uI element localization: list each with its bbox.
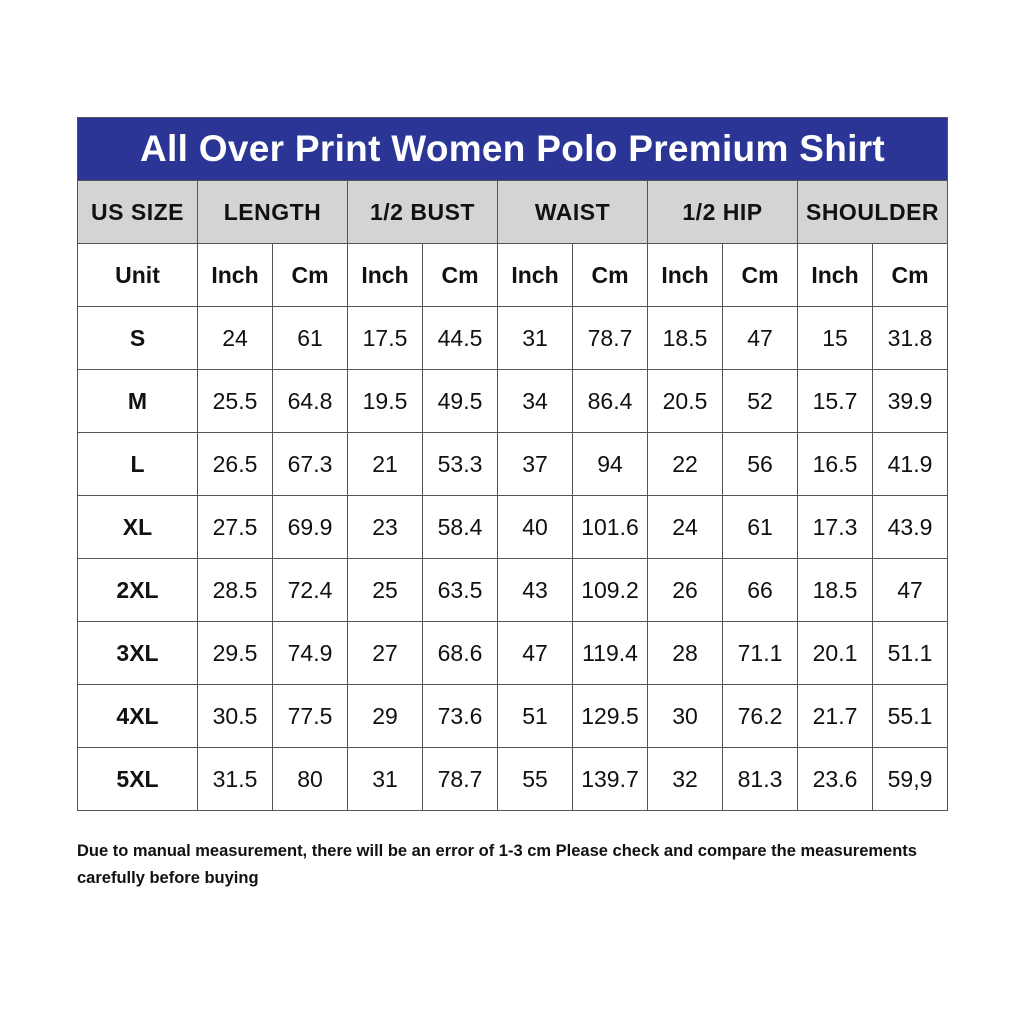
measurement-cell: 66: [723, 559, 798, 622]
measurement-cell: 29: [348, 685, 423, 748]
unit-cm: Cm: [423, 244, 498, 307]
measurement-cell: 15.7: [798, 370, 873, 433]
measurement-cell: 26: [648, 559, 723, 622]
measurement-header-row: [78, 181, 948, 244]
measurement-cell: 19.5: [348, 370, 423, 433]
measurement-cell: 64.8: [273, 370, 348, 433]
measurement-cell: 72.4: [273, 559, 348, 622]
us-size-header: US SIZE: [78, 181, 198, 244]
measurement-cell: 40: [498, 496, 573, 559]
measurement-cell: 109.2: [573, 559, 648, 622]
measurement-cell: 16.5: [798, 433, 873, 496]
measurement-cell: 27.5: [198, 496, 273, 559]
shoulder-header: SHOULDER: [798, 181, 948, 244]
measurement-cell: 24: [198, 307, 273, 370]
size-cell: 4XL: [78, 685, 198, 748]
unit-inch: Inch: [648, 244, 723, 307]
size-cell: 3XL: [78, 622, 198, 685]
measurement-cell: 63.5: [423, 559, 498, 622]
unit-inch: Inch: [198, 244, 273, 307]
measurement-cell: 15: [798, 307, 873, 370]
measurement-cell: 61: [273, 307, 348, 370]
measurement-cell: 22: [648, 433, 723, 496]
measurement-cell: 139.7: [573, 748, 648, 811]
measurement-cell: 30: [648, 685, 723, 748]
measurement-cell: 52: [723, 370, 798, 433]
measurement-cell: 18.5: [648, 307, 723, 370]
measurement-cell: 55: [498, 748, 573, 811]
hip-header: 1/2 HIP: [648, 181, 798, 244]
unit-label: Unit: [78, 244, 198, 307]
measurement-cell: 24: [648, 496, 723, 559]
table-row: [78, 622, 948, 685]
measurement-cell: 23: [348, 496, 423, 559]
measurement-cell: 43: [498, 559, 573, 622]
measurement-cell: 43.9: [873, 496, 948, 559]
size-chart-table: [77, 117, 948, 811]
measurement-cell: 47: [498, 622, 573, 685]
unit-header-row: [78, 244, 948, 307]
size-cell: M: [78, 370, 198, 433]
measurement-cell: 31.8: [873, 307, 948, 370]
measurement-cell: 73.6: [423, 685, 498, 748]
measurement-cell: 28.5: [198, 559, 273, 622]
table-row: [78, 370, 948, 433]
measurement-cell: 29.5: [198, 622, 273, 685]
unit-cm: Cm: [873, 244, 948, 307]
measurement-cell: 68.6: [423, 622, 498, 685]
size-cell: 2XL: [78, 559, 198, 622]
measurement-cell: 101.6: [573, 496, 648, 559]
measurement-cell: 21: [348, 433, 423, 496]
unit-cm: Cm: [273, 244, 348, 307]
measurement-cell: 67.3: [273, 433, 348, 496]
measurement-cell: 20.1: [798, 622, 873, 685]
measurement-cell: 31.5: [198, 748, 273, 811]
measurement-cell: 76.2: [723, 685, 798, 748]
size-cell: 5XL: [78, 748, 198, 811]
measurement-cell: 21.7: [798, 685, 873, 748]
bust-header: 1/2 BUST: [348, 181, 498, 244]
measurement-cell: 69.9: [273, 496, 348, 559]
measurement-cell: 41.9: [873, 433, 948, 496]
measurement-cell: 28: [648, 622, 723, 685]
size-cell: L: [78, 433, 198, 496]
measurement-cell: 71.1: [723, 622, 798, 685]
measurement-cell: 77.5: [273, 685, 348, 748]
table-row: [78, 496, 948, 559]
measurement-cell: 47: [873, 559, 948, 622]
measurement-cell: 18.5: [798, 559, 873, 622]
measurement-cell: 51.1: [873, 622, 948, 685]
size-rows: [78, 307, 948, 811]
measurement-cell: 51: [498, 685, 573, 748]
table-row: [78, 559, 948, 622]
measurement-cell: 55.1: [873, 685, 948, 748]
unit-inch: Inch: [498, 244, 573, 307]
unit-inch: Inch: [798, 244, 873, 307]
measurement-cell: 44.5: [423, 307, 498, 370]
measurement-cell: 53.3: [423, 433, 498, 496]
measurement-cell: 59,9: [873, 748, 948, 811]
chart-title: All Over Print Women Polo Premium Shirt: [78, 118, 948, 181]
waist-header: WAIST: [498, 181, 648, 244]
measurement-cell: 61: [723, 496, 798, 559]
measurement-cell: 20.5: [648, 370, 723, 433]
unit-cm: Cm: [723, 244, 798, 307]
measurement-cell: 23.6: [798, 748, 873, 811]
unit-inch: Inch: [348, 244, 423, 307]
measurement-cell: 37: [498, 433, 573, 496]
unit-cm: Cm: [573, 244, 648, 307]
length-header: LENGTH: [198, 181, 348, 244]
measurement-cell: 78.7: [423, 748, 498, 811]
measurement-cell: 31: [348, 748, 423, 811]
measurement-cell: 17.3: [798, 496, 873, 559]
measurement-cell: 56: [723, 433, 798, 496]
measurement-cell: 34: [498, 370, 573, 433]
measurement-cell: 94: [573, 433, 648, 496]
measurement-cell: 26.5: [198, 433, 273, 496]
measurement-cell: 49.5: [423, 370, 498, 433]
table-row: [78, 748, 948, 811]
measurement-cell: 78.7: [573, 307, 648, 370]
measurement-cell: 25: [348, 559, 423, 622]
measurement-cell: 58.4: [423, 496, 498, 559]
measurement-note: Due to manual measurement, there will be an error of 1-3 cm Please check and compare the measurements carefully before buying: [77, 842, 917, 887]
measurement-cell: 25.5: [198, 370, 273, 433]
measurement-cell: 17.5: [348, 307, 423, 370]
measurement-cell: 119.4: [573, 622, 648, 685]
table-row: [78, 433, 948, 496]
measurement-cell: 86.4: [573, 370, 648, 433]
measurement-cell: 129.5: [573, 685, 648, 748]
measurement-cell: 74.9: [273, 622, 348, 685]
measurement-cell: 80: [273, 748, 348, 811]
size-cell: S: [78, 307, 198, 370]
measurement-cell: 32: [648, 748, 723, 811]
measurement-cell: 81.3: [723, 748, 798, 811]
size-cell: XL: [78, 496, 198, 559]
measurement-cell: 30.5: [198, 685, 273, 748]
measurement-cell: 39.9: [873, 370, 948, 433]
measurement-cell: 31: [498, 307, 573, 370]
table-row: [78, 307, 948, 370]
table-row: [78, 685, 948, 748]
measurement-cell: 27: [348, 622, 423, 685]
measurement-cell: 47: [723, 307, 798, 370]
